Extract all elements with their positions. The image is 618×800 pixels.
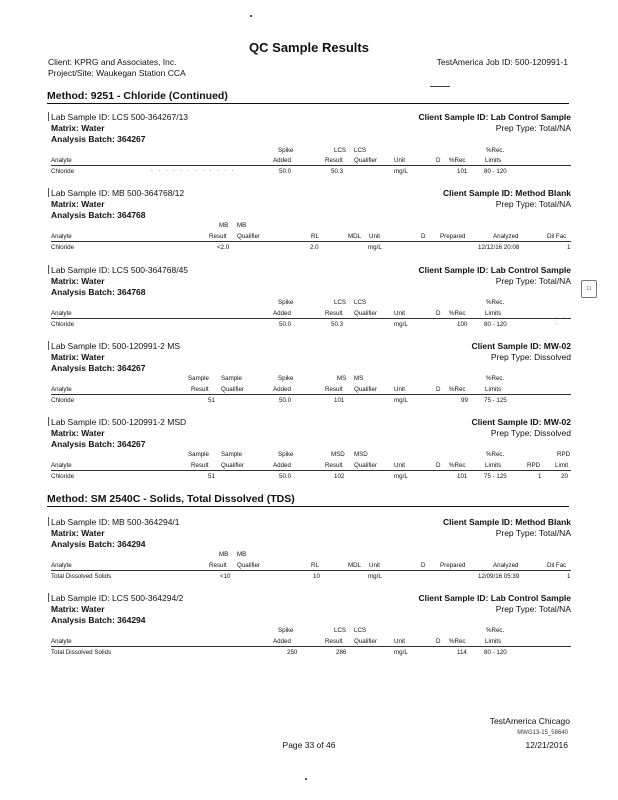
col-header: %Rec [449,386,466,393]
matrix: Matrix: Water [51,428,105,438]
col-top: %Rec. [486,375,505,382]
sample-block [51,188,571,260]
col-top: MB [237,551,247,558]
table-cell: 10 [313,573,320,580]
lab-sample-id: Lab Sample ID: MB 500-364768/12 [51,188,185,198]
col-header: Result [325,386,343,393]
table-cell: 12/09/16 05:39 [478,573,520,580]
section-tab: 11 [581,280,597,298]
analysis-batch: Analysis Batch: 364768 [51,287,146,297]
table-cell: 50.0 [279,397,292,404]
col-header: Added [273,310,291,317]
table-cell: 75 - 125 [484,473,507,480]
prep-type: Prep Type: Total/NA [495,604,571,614]
col-header: Dil Fac [547,562,567,569]
table-cell: 80 - 120 [484,649,507,656]
col-header: D [436,310,441,317]
col-header: D [436,462,441,469]
prep-type: Prep Type: Total/NA [495,199,571,209]
prep-type: Prep Type: Total/NA [495,123,571,133]
col-header: Unit [394,157,406,164]
table-cell: 51 [208,473,215,480]
col-top: LCS [334,147,347,154]
col-header: %Rec [449,157,466,164]
analysis-batch: Analysis Batch: 364267 [51,439,146,449]
table-cell: 99 [461,397,468,404]
col-header: %Rec [449,638,466,645]
col-header: Unit [394,310,406,317]
col-header: Result [325,638,343,645]
col-header: Unit [394,638,406,645]
col-top: MB [237,222,247,229]
page-number: Page 33 of 46 [282,740,336,750]
matrix: Matrix: Water [51,123,105,133]
col-top: %Rec. [486,627,505,634]
col-header: Qualifier [354,386,378,393]
col-top: Sample [221,451,242,458]
sample-block [51,341,571,413]
sample-block [51,112,571,184]
table-cell: 102 [334,473,345,480]
client-sample-id: Client Sample ID: Lab Control Sample [418,265,571,275]
analysis-batch: Analysis Batch: 364294 [51,615,146,625]
table-cell: 1 [567,573,571,580]
col-header: D [436,157,441,164]
client-sample-id: Client Sample ID: MW-02 [471,341,571,351]
divider [51,646,571,647]
col-header: Added [273,157,291,164]
col-header: Qualifier [221,462,245,469]
col-header: Result [325,310,343,317]
table-cell: 50.0 [279,168,292,175]
col-header: %Rec [449,310,466,317]
col-header: Limits [485,310,502,317]
col-top: Sample [188,451,209,458]
col-top: Sample [221,375,242,382]
col-top: LCS [334,299,347,306]
table-cell: Chloride [51,168,75,175]
col-header: Limits [485,386,502,393]
col-top: Spike [278,451,294,458]
col-top: Spike [278,299,294,306]
col-header: Limits [485,638,502,645]
col-header: Result [191,386,209,393]
table-cell: mg/L [394,168,408,175]
client-sample-id: Client Sample ID: Method Blank [443,517,571,527]
col-header: Unit [394,386,406,393]
col-header: Qualifier [221,386,245,393]
table-cell: mg/L [394,649,408,656]
col-header: D [436,386,441,393]
col-top: MB [219,551,229,558]
page-title: QC Sample Results [249,40,369,55]
divider [51,241,571,242]
scan-speck [305,778,307,780]
table-cell: 50.0 [279,321,292,328]
table-cell: 51 [208,397,215,404]
analysis-batch: Analysis Batch: 364267 [51,363,146,373]
col-top: Spike [278,375,294,382]
matrix: Matrix: Water [51,352,105,362]
col-header: RL [311,233,319,240]
col-top: Spike [278,147,294,154]
leader-dots: . . . [556,314,568,326]
table-cell: 1 [538,473,542,480]
col-header: Analyte [51,562,72,569]
leader-dots: . . . . . . . . . . . . [151,167,236,173]
col-top: LCS [354,627,367,634]
col-top: %Rec. [486,299,505,306]
col-header: D [421,562,426,569]
divider [48,593,49,602]
col-header: Prepared [440,562,466,569]
table-cell: 80 - 120 [484,168,507,175]
col-header: D [436,638,441,645]
col-top: MS [337,375,347,382]
sample-block [51,417,571,489]
sample-block [51,517,571,589]
table-cell: Chloride [51,397,75,404]
lab-sample-id: Lab Sample ID: MB 500-364294/1 [51,517,180,527]
col-header: Analyzed [493,562,519,569]
col-header: MDL [348,562,362,569]
table-cell: 1 [567,244,571,251]
table-cell: Total Dissolved Solids [51,649,112,656]
col-header: Analyte [51,310,72,317]
col-header: Analyzed [493,233,519,240]
table-cell: 2.0 [310,244,319,251]
col-header: Result [191,462,209,469]
lab-sample-id: Lab Sample ID: LCS 500-364294/2 [51,593,184,603]
col-header: RL [311,562,319,569]
col-header: RPD [527,462,541,469]
col-header: Added [273,638,291,645]
table-cell: mg/L [394,397,408,404]
col-header: Analyte [51,157,72,164]
table-cell: Chloride [51,473,75,480]
table-cell: 75 - 125 [484,397,507,404]
col-header: Analyte [51,638,72,645]
job-id: TestAmerica Job ID: 500-120991-1 [436,57,568,67]
col-header: Result [209,233,227,240]
client-sample-id: Client Sample ID: MW-02 [471,417,571,427]
divider [51,570,571,571]
col-top: LCS [354,147,367,154]
col-header: Analyte [51,462,72,469]
col-top: Spike [278,627,294,634]
matrix: Matrix: Water [51,276,105,286]
table-cell: 250 [287,649,298,656]
col-header: Limit [555,462,569,469]
col-header: Unit [369,233,381,240]
table-cell: <10 [220,573,231,580]
client-sample-id: Client Sample ID: Lab Control Sample [418,593,571,603]
divider [48,341,49,350]
matrix: Matrix: Water [51,604,105,614]
col-top: MSD [354,451,368,458]
lab-sample-id: Lab Sample ID: LCS 500-364768/45 [51,265,189,275]
client-sample-id: Client Sample ID: Method Blank [443,188,571,198]
method-heading: Method: SM 2540C - Solids, Total Dissolved (TDS) [47,493,569,507]
table-cell: 100 [457,321,468,328]
table-cell: 50.3 [331,321,344,328]
col-header: Added [273,462,291,469]
table-cell: Chloride [51,244,75,251]
table-cell: 80 - 120 [484,321,507,328]
divider [51,165,571,166]
table-cell: mg/L [394,473,408,480]
col-header: Added [273,386,291,393]
analysis-batch: Analysis Batch: 364267 [51,134,146,144]
footer-lab-name: TestAmerica Chicago [489,716,570,726]
col-header: Analyte [51,233,72,240]
col-header: %Rec [449,462,466,469]
col-header: Dil Fac [547,233,567,240]
table-cell: Chloride [51,321,75,328]
col-header: D [421,233,426,240]
col-header: Qualifier [237,233,261,240]
divider [48,417,49,426]
table-cell: mg/L [368,244,382,251]
col-header: Limits [485,462,502,469]
prep-type: Prep Type: Total/NA [495,528,571,538]
col-top: MB [219,222,229,229]
method-heading: Method: 9251 - Chloride (Continued) [47,90,569,104]
table-cell: mg/L [394,321,408,328]
project-line: Project/Site: Waukegan Station CCA [48,68,186,78]
table-cell: 101 [457,168,468,175]
footer-date: 12/21/2016 [525,740,568,750]
col-top: RPD [557,451,571,458]
lab-sample-id: Lab Sample ID: LCS 500-364267/13 [51,112,189,122]
divider [51,318,571,319]
analysis-batch: Analysis Batch: 364294 [51,539,146,549]
table-cell: 101 [457,473,468,480]
col-header: Qualifier [237,562,261,569]
lab-sample-id: Lab Sample ID: 500-120991-2 MS [51,341,180,351]
table-cell: 50.0 [279,473,292,480]
divider [430,86,450,87]
matrix: Matrix: Water [51,199,105,209]
col-header: Result [209,562,227,569]
col-header: Analyte [51,386,72,393]
col-top: Sample [188,375,209,382]
col-top: MS [354,375,364,382]
col-top: MSD [331,451,345,458]
col-header: MDL [348,233,362,240]
table-cell: Total Dissolved Solids [51,573,112,580]
footer-code: MWG13-15_58640 [517,730,568,736]
col-top: LCS [354,299,367,306]
table-cell: 286 [336,649,347,656]
col-header: Qualifier [354,638,378,645]
col-header: Qualifier [354,310,378,317]
divider [48,265,49,274]
table-cell: 20 [561,473,568,480]
divider [48,188,49,197]
prep-type: Prep Type: Dissolved [490,352,571,362]
col-header: Unit [369,562,381,569]
analysis-batch: Analysis Batch: 364768 [51,210,146,220]
col-header: Result [325,462,343,469]
matrix: Matrix: Water [51,528,105,538]
lab-sample-id: Lab Sample ID: 500-120991-2 MSD [51,417,187,427]
table-cell: 12/12/16 20:08 [478,244,520,251]
table-cell: mg/L [368,573,382,580]
col-header: Qualifier [354,157,378,164]
col-header: Qualifier [354,462,378,469]
divider [48,112,49,121]
col-top: LCS [334,627,347,634]
divider [51,394,571,395]
sample-block [51,265,571,337]
sample-block [51,593,571,665]
col-top: %Rec. [486,451,505,458]
divider [48,517,49,526]
table-cell: 101 [334,397,345,404]
scan-speck [250,15,252,17]
client-sample-id: Client Sample ID: Lab Control Sample [418,112,571,122]
col-header: Result [325,157,343,164]
col-header: Unit [394,462,406,469]
prep-type: Prep Type: Total/NA [495,276,571,286]
client-line: Client: KPRG and Associates, Inc. [48,57,177,67]
col-header: Prepared [440,233,466,240]
table-cell: 50.3 [331,168,344,175]
col-top: %Rec. [486,147,505,154]
prep-type: Prep Type: Dissolved [490,428,571,438]
divider [51,470,571,471]
table-cell: <2.0 [217,244,230,251]
table-cell: 114 [457,649,467,656]
col-header: Limits [485,157,502,164]
